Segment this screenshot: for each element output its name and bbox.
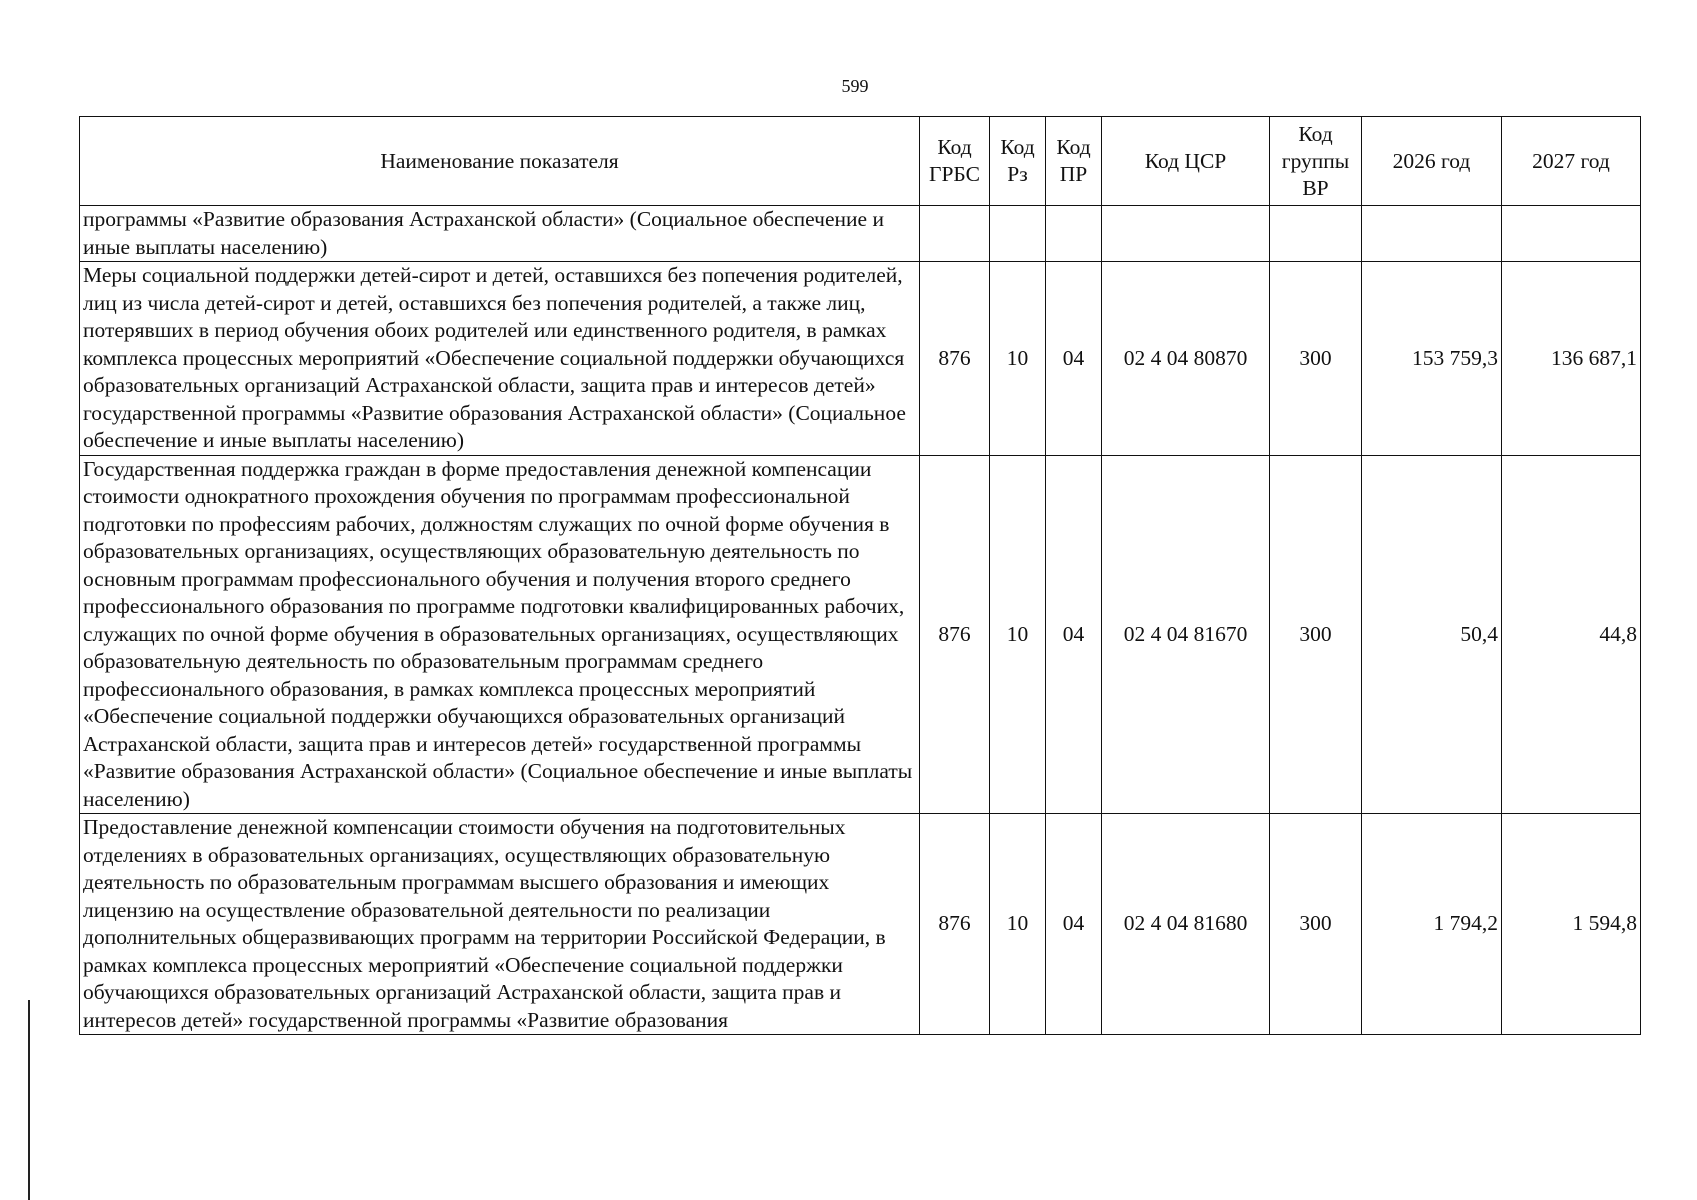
row-rz <box>990 206 1046 262</box>
row-csr <box>1102 206 1270 262</box>
table-row <box>80 455 1641 814</box>
page-number: 599 <box>841 76 869 96</box>
header-rz: Код Рз <box>990 117 1046 206</box>
row-pr <box>1046 206 1102 262</box>
row-vr: 300 <box>1270 455 1362 814</box>
table-row <box>80 814 1641 1035</box>
header-csr: Код ЦСР <box>1102 117 1270 206</box>
row-name: программы «Развитие образования Астраханской области» (Социальное обеспечение и иные выплаты населению) <box>80 206 920 262</box>
row-2026: 153 759,3 <box>1362 262 1502 456</box>
row-name: Меры социальной поддержки детей-сирот и детей, оставшихся без попечения родителей, лиц из числа детей-сирот и детей, оставшихся без попечения родителей, а также лиц, потерявших в период обучения обоих родителей или единственного родителя, в рамках комплекса процессных мероприятий «Обеспечение социальной поддержки обучающихся образовательных организаций Астраханской области, защита прав и интересов детей» государственной программы «Развитие образования Астраханской области» (Социальное обеспечение и иные выплаты населению) <box>80 262 920 456</box>
row-name: Государственная поддержка граждан в форме предоставления денежной компенсации стоимости однократного прохождения обучения по программам профессиональной подготовки по профессиям рабочих, должностям служащих по очной форме обучения в образовательных организациях, осуществляющих образовательную деятельность по основным программам профессионального обучения и получения второго среднего профессионального образования по программе подготовки квалифицированных рабочих, служащих по очной форме обучения в образовательных организациях, осуществляющих образовательную деятельность по образовательным программам среднего профессионального образования, в рамках комплекса процессных мероприятий «Обеспечение социальной поддержки обучающихся образовательных организаций Астраханской области, защита прав и интересов детей» государственной программы «Развитие образования Астраханской области» (Социальное обеспечение и иные выплаты населению) <box>80 455 920 814</box>
table-header-row <box>80 117 1641 206</box>
row-2026: 50,4 <box>1362 455 1502 814</box>
row-2027 <box>1502 206 1641 262</box>
row-2027: 1 594,8 <box>1502 814 1641 1035</box>
row-csr: 02 4 04 81670 <box>1102 455 1270 814</box>
header-pr: Код ПР <box>1046 117 1102 206</box>
row-name: Предоставление денежной компенсации стоимости обучения на подготовительных отделениях в образовательных организациях, осуществляющих образовательную деятельность по образовательным программам высшего образования и имеющих лицензию на осуществление образовательной деятельности по реализации дополнительных общеразвивающих программ на территории Российской Федерации, в рамках комплекса процессных мероприятий «Обеспечение социальной поддержки обучающихся образовательных организаций Астраханской области, защита прав и интересов детей» государственной программы «Развитие образования <box>80 814 920 1035</box>
row-2027: 136 687,1 <box>1502 262 1641 456</box>
row-rz: 10 <box>990 455 1046 814</box>
table-row <box>80 262 1641 456</box>
row-rz: 10 <box>990 262 1046 456</box>
row-rz: 10 <box>990 814 1046 1035</box>
row-grbs <box>920 206 990 262</box>
margin-line <box>28 1000 30 1200</box>
row-vr <box>1270 206 1362 262</box>
row-2026 <box>1362 206 1502 262</box>
row-pr: 04 <box>1046 814 1102 1035</box>
header-2027: 2027 год <box>1502 117 1641 206</box>
row-csr: 02 4 04 81680 <box>1102 814 1270 1035</box>
row-grbs: 876 <box>920 455 990 814</box>
header-name: Наименование показателя <box>80 117 920 206</box>
row-pr: 04 <box>1046 455 1102 814</box>
row-vr: 300 <box>1270 814 1362 1035</box>
row-vr: 300 <box>1270 262 1362 456</box>
budget-table <box>79 116 1641 1035</box>
row-2027: 44,8 <box>1502 455 1641 814</box>
row-2026: 1 794,2 <box>1362 814 1502 1035</box>
row-grbs: 876 <box>920 814 990 1035</box>
table-row <box>80 206 1641 262</box>
row-csr: 02 4 04 80870 <box>1102 262 1270 456</box>
header-grbs: Код ГРБС <box>920 117 990 206</box>
header-vr: Код группы ВР <box>1270 117 1362 206</box>
row-grbs: 876 <box>920 262 990 456</box>
header-2026: 2026 год <box>1362 117 1502 206</box>
row-pr: 04 <box>1046 262 1102 456</box>
